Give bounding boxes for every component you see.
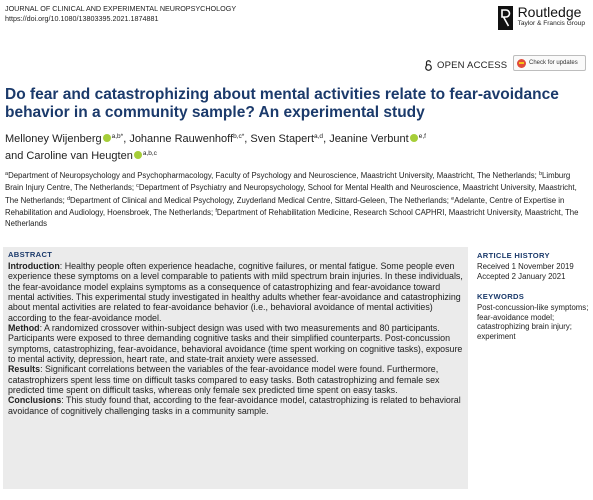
affil-marker: a: [5, 171, 9, 177]
keywords-heading: KEYWORDS: [477, 292, 525, 301]
abstract-box: [3, 247, 468, 489]
journal-name: JOURNAL OF CLINICAL AND EXPERIMENTAL NEUROPSYCHOLOGY: [5, 4, 237, 13]
check-updates-label: Check for updates: [529, 60, 578, 66]
open-access-label: OPEN ACCESS: [437, 60, 508, 71]
affil-text: Limburg Brain Injury Centre, The Netherlands;: [5, 171, 571, 193]
keywords: [477, 292, 589, 342]
author-affil-marker: a,d: [314, 133, 324, 140]
affil-marker: c: [136, 183, 139, 190]
publisher-logo: [497, 5, 585, 31]
orcid-icon[interactable]: [103, 134, 111, 142]
affil-text: Department of Neuropsychology and Psychopharmacology, Faculty of Psychology and Neuroscience, Maastricht University, Maastricht, The Netherlands;: [8, 171, 539, 180]
orcid-icon[interactable]: [134, 151, 142, 159]
author-name[interactable]: Caroline van Heugten: [26, 149, 133, 162]
author-name[interactable]: Jeanine Verbunt: [329, 133, 409, 145]
open-access-badge: [424, 60, 507, 71]
author-affil-marker: b,c*: [233, 133, 245, 140]
article-history: [477, 251, 589, 281]
affil-text: Department of Rehabilitation Medicine, Research School CAPHRI, Maastricht University, Maastricht, The Netherlands: [5, 208, 579, 228]
author-affil-marker: e,f: [418, 133, 426, 140]
orcid-icon[interactable]: [410, 134, 418, 142]
abstract-section-text: : Healthy people often experience headache, cognitive failures, or mental fatigue. Some people even experience these symptoms on a level comparable to patients with mild spectrum brain injuries. In these individuals, the fear-avoidance model explains symptoms as a consequence of catastrophizing and fear-avoidance toward mental activities. This experimental study investigated in healthy adults whether fear-avoidance and catastrophizing about mental activities are related to fear-avoidance behavior (i.e., behavioral avoidance of mental activities) according to the fear-avoidance model.: [8, 261, 463, 323]
abstract-body: [8, 261, 463, 416]
routledge-logo-icon: [497, 5, 514, 31]
affil-marker: d: [66, 195, 71, 202]
open-lock-icon: [424, 60, 433, 71]
abstract-section-label: Conclusions: [8, 395, 62, 406]
keywords-text: Post-concussion-like symptoms; fear-avoidance model; catastrophizing brain injury; experiment: [477, 302, 589, 342]
author-affil-marker: a,b*: [111, 133, 124, 140]
publisher-subtitle: Taylor & Francis Group: [517, 20, 585, 27]
affiliations: [5, 169, 588, 229]
abstract-section-text: : A randomized crossover within-subject design was used with two measurements and 80 participants. Participants were exposed to three demanding cognitive tasks and their simplified counterparts. Post-concussion symptoms, catastrophizing, fear-avoidance, behavioral avoidance (time spent working on cognitive tasks), exposure to mental activity, depression, heart rate, and state-trait anxiety were assessed.: [8, 323, 463, 365]
check-updates-button[interactable]: [513, 55, 586, 71]
abstract-section-label: Introduction: [8, 261, 60, 271]
author-name[interactable]: Sven Stapert: [250, 133, 315, 145]
abstract-section: [8, 364, 463, 395]
affil-text: Adelante, Centre of Expertise in Rehabilitation and Audiology, Hoensbroek, The Netherlands;: [5, 195, 565, 218]
author-list: Melloney Wijenberg $^{a,b*}$, Johanne Rauwenhoff$^{b,c*}$, Sven Stapert$^{a,d}$, Jeanine Verbunt $^{e,f}$ and Caroline van Heugten $^{a,b,c}$: [5, 133, 426, 162]
article-history-heading: ARTICLE HISTORY: [477, 251, 550, 260]
abstract-section-label: Results: [8, 364, 41, 375]
abstract-section: [8, 261, 463, 323]
affil-text: Department of Psychiatry and Neuropsychology, School for Mental Health and Neuroscience, Maastricht University, Maastricht, The Netherlands;: [5, 183, 577, 205]
received-date: Received 1 November 2019: [477, 261, 574, 271]
doi-link[interactable]: https://doi.org/10.1080/13803395.2021.1874881: [5, 14, 159, 23]
publisher-name: Routledge: [517, 4, 582, 20]
abstract-section: [8, 395, 463, 416]
abstract-section: [8, 323, 463, 364]
abstract-heading: ABSTRACT: [8, 250, 53, 259]
author-name[interactable]: Melloney Wijenberg: [5, 133, 102, 145]
journal-header: [5, 4, 236, 24]
abstract-section-text: : This study found that, according to the fear-avoidance model, catastrophizing is related to behavioral avoidance of cognitively challenging tasks in a community sample.: [8, 395, 461, 416]
affil-marker: b: [538, 171, 542, 177]
author-affil-marker: a,b,c: [142, 149, 157, 157]
affil-marker: e: [451, 195, 455, 202]
accepted-date: Accepted 2 January 2021: [477, 271, 566, 281]
abstract-section-label: Method: [8, 323, 40, 334]
affil-text: Department of Clinical and Medical Psychology, Zuyderland Medical Centre, Sittard-Geleen, The Netherlands;: [70, 195, 452, 205]
abstract-section-text: : Significant correlations between the variables of the fear-avoidance model were found. Furthermore, catastrophizers spent less time on difficult tasks compared to easy tasks. Both catastrophizing and female sex predicted time spent on difficult tasks, whereas only female sex predicted time spent on easy tasks.: [8, 364, 440, 396]
crossmark-icon: [517, 59, 526, 68]
affil-marker: f: [215, 208, 217, 215]
author-name[interactable]: Johanne Rauwenhoff: [129, 133, 234, 145]
article-title: Do fear and catastrophizing about mental activities relate to fear-avoidance behavior in a community sample? An experimental study: [5, 86, 559, 121]
